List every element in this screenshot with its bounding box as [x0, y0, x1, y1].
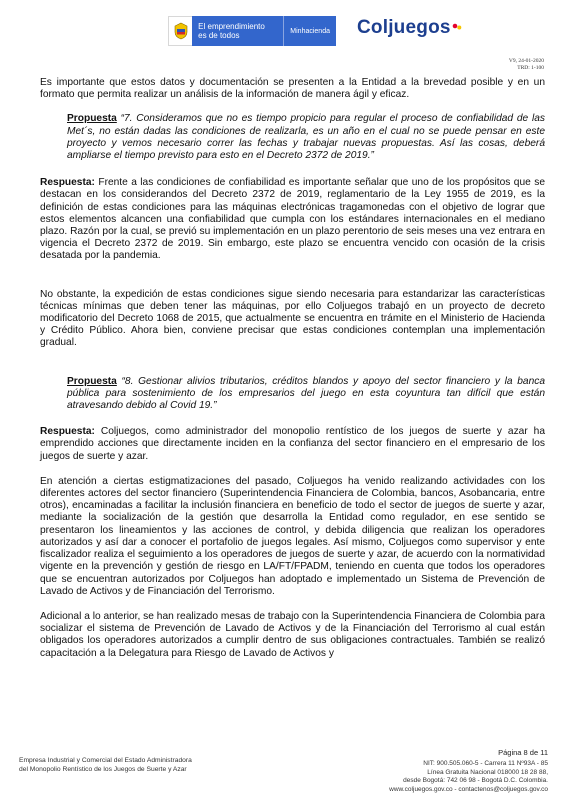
page-header: [0, 0, 562, 71]
colombia-seal-icon: [168, 16, 192, 46]
version-code: V9, 24-01-2020: [508, 58, 544, 64]
footer-bogota: desde Bogotá: 742 06 98 - Bogotá D.C. Colombia.: [403, 777, 548, 785]
document-body: [40, 77, 545, 660]
response-7-text: Frente a las condiciones de confiabilidad es importante señalar que uno de los propósitos que se destacan en los considerandos del Decreto 2372 de 2019, reglamentario de la Ley 1955 de 2019, es la definición de estas condiciones para las máquinas electrónicas tragamonedas con el objetivo de lograr que estos elementos alcancen una confiabilidad que cumpla con los estándares internacionales en el mediano plazo. Razón por la cual, se previó su implementación en un plazo perentorio de seis meses una vez entrara en vigencia el Decreto 2372 de 2019. Sin embargo, este plazo se encuentra vencido con ocasión de la crisis desatada por la pandemia.: [40, 177, 545, 262]
government-logo: [168, 16, 336, 46]
proposal-8-text: “8. Gestionar alivios tributarios, créditos blandos y apoyo del sector financiero y la banca pública para sostenimiento de los empresarios del juego en esta coyuntura tan difícil que están atravesando debido al Covid 19.”: [67, 375, 545, 412]
response-8-label: Respuesta:: [40, 426, 95, 438]
proposal-7-text: “7. Consideramos que no es tiempo propicio para regular el proceso de confiabilidad de las Met´s, no están dadas las condiciones de realizarla, es un año en el cual no se puede pensar en este proyecto y vemos necesario correr las fechas y trabajar nuevas propuestas. Así las cosas, deberá ampliarse el tiempo previsto para esto en el Decreto 2372 de 2019.”: [67, 113, 545, 162]
proposal-7: [40, 113, 545, 162]
footer-nit: NIT: 900.505.060-5 - Carrera 11 Nº93A - 85: [423, 760, 548, 767]
footer-contact: [389, 760, 548, 794]
paragraph-1: Es importante que estos datos y documentación se presenten a la Entidad a la brevedad posible y en un formato que permita realizar un análisis de la información de manera ágil y eficaz.: [40, 77, 545, 101]
paragraph-3: No obstante, la expedición de estas condiciones sigue siendo necesaria para estandarizar las características técnicas mínimas que deben tener las máquinas, por ello Coljuegos trabajó en un proyecto de decreto modificatorio del Decreto 1068 de 2015, que actualmente se encuentra en trámite en el Ministerio de Hacienda y Crédito Público. Ahora bien, conviene precisar que estas condiciones contemplan una implementación gradual.: [40, 288, 545, 349]
response-7-label: Respuesta:: [40, 177, 95, 189]
coljuegos-logo: [357, 17, 462, 39]
page-footer: [0, 748, 562, 793]
response-7: [40, 177, 545, 262]
ministry-label: Minhacienda: [283, 16, 336, 46]
gov-slogan: [192, 16, 283, 46]
footer-entity: [19, 756, 192, 774]
document-version: [509, 58, 544, 72]
proposal-7-label: Propuesta: [67, 113, 117, 125]
paragraph-5: En atención a ciertas estigmatizaciones del pasado, Coljuegos ha venido realizando actividades con los diferentes actores del sector financiero (Superintendencia Financiera de Colombia, bancos, Asobancaria, entre otros), encaminadas a facilitar la inclusión financiera en beneficio de todo el sector de juegos de suerte y azar, mediante la socialización de la gestión que desarrolla la Entidad como regulador, en ese sentido se presentaron los lineamientos y las acciones de control, y debida diligencia que realizan los operadores autorizados y así dar a conocer el portafolio de juegos legales. Así mismo, Coljuegos como supervisor y ente fiscalizador realiza el seguimiento a los operadores de juegos de suerte y azar, de acuerdo con la normatividad vigente en la prevención y gestión de riesgo en LA/FT/FPADM, teniendo en cuenta que todos los operadores que se encuentran autorizados por Coljuegos han adoptado e implementado un Sistema de Prevención de Lavado de Activos y de Financiación del Terrorismo.: [40, 475, 545, 597]
brand-name: Coljuegos: [357, 17, 451, 38]
footer-entity-line2: del Monopolio Rentístico de los Juegos de Suerte y Azar: [19, 766, 187, 773]
gov-slogan-line1: El emprendimiento: [198, 22, 265, 31]
footer-web: www.coljuegos.gov.co - contactenos@coljuegos.gov.co: [389, 785, 548, 793]
trd-code: TRD: 1-100: [517, 65, 544, 71]
proposal-8-label: Propuesta: [67, 375, 117, 387]
response-8: [40, 426, 545, 463]
proposal-8: [40, 376, 545, 413]
gov-slogan-line2: es de todos: [198, 31, 240, 40]
brand-dots-icon: [452, 23, 462, 33]
footer-phone: Línea Gratuita Nacional 018000 18 28 88,: [427, 768, 548, 776]
page-number: Página 8 de 11: [498, 748, 548, 757]
paragraph-6: Adicional a lo anterior, se han realizado mesas de trabajo con la Superintendencia Financiera de Colombia para socializar el sistema de Prevención de Lavado de Activos y de la Financiación del Terrorismo al cual están obligados los operadores autorizados a cumplir dentro de sus obligaciones contractuales. También se realizó capacitación a la Delegatura para Riesgo de Lavado de Activos y: [40, 610, 545, 659]
footer-entity-line1: Empresa Industrial y Comercial del Estado Administradora: [19, 757, 192, 764]
response-8-text: Coljuegos, como administrador del monopolio rentístico de los juegos de suerte y azar ha emprendido acciones que directamente inciden en la confianza del sector financiero en el empresario de los juegos de suerte y azar.: [40, 426, 545, 462]
